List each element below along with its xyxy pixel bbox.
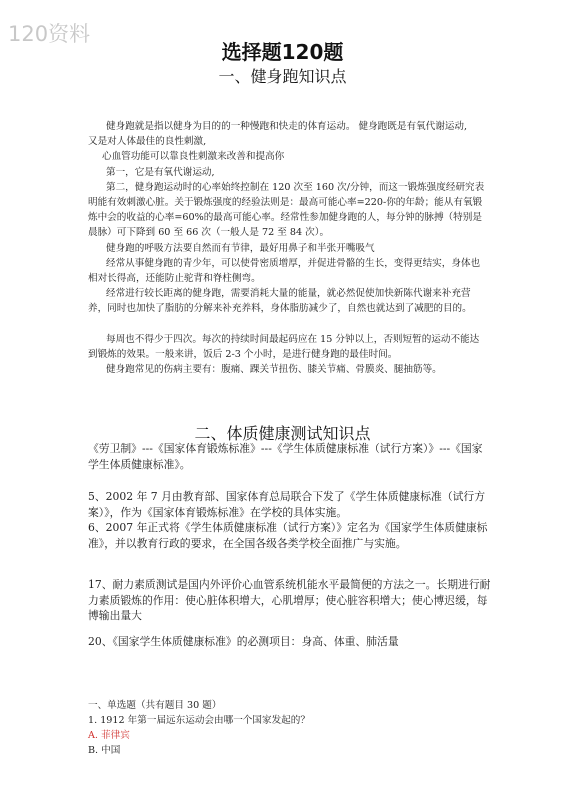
section2-paragraph: [88, 489, 493, 551]
paragraph: 第一，它是有氧代谢运动,: [106, 166, 215, 178]
section2-paragraph: [88, 577, 493, 624]
paragraph: 17、耐力素质测试是国内外评价心血管系统机能水平最简便的方法之一。长期进行耐力素质锻炼的作用：使心脏体积增大，心肌增厚；使心脏容积增大；使心博迟缓，每博输出量大: [88, 578, 491, 622]
paragraph: 经常从事健身跑的青少年，可以使骨密质增厚，并促进骨骼的生长，变得更结实，身体也相对长得高，还能防止驼背和脊柱侧弯。: [88, 257, 481, 285]
paragraph: 经常进行较长距离的健身跑，需要消耗大量的能量，就必然促使加快新陈代谢来补充营养，同时也加快了脂肪的分解来补充养料，身体脂肪减少了，自然也就达到了减肥的目的。: [88, 288, 472, 315]
paragraph: 6、2007 年正式将《学生体质健康标准（试行方案）》定名为《国家学生体质健康标准》，并以教育行政的要求，在全国各级各类学校全面推广与实施。: [88, 521, 488, 550]
section2-paragraph: [88, 441, 493, 472]
paragraph: 每周也不得少于四次。每次的持续时间最起码应在 15 分钟以上，否则短暂的运动不能达到锻炼的效果。一般来讲，饭后 2-3 个小时，是进行健身跑的最佳时间。: [88, 333, 480, 360]
paragraph: 第二，健身跑运动时的心率始终控制在 120 次至 160 次/分钟，而这一锻炼强度经研究表明能有效刺激心脏。关于锻炼强度的经验法则是：最高可能心率=220-你的年龄；能从有氧锻炼中会的收益的心率=60%的最高可能心率。经常性参加健身跑的人，每分钟的脉搏（特别是晨脉）可下降到 60 至 66 次（一般人是 72 至 84 次）。: [88, 181, 485, 239]
document-title: 选择题120题: [221, 40, 344, 64]
quiz-heading: 一、单选题（共有题目 30 题）: [88, 700, 222, 711]
paragraph: 20、《国家学生体质健康标准》的必测项目：身高、体重、肺活量: [88, 635, 399, 648]
watermark-logo: 120资料: [8, 22, 91, 46]
paragraph: 健身跑就是指以健身为目的的一种慢跑和快走的体育运动。 健身跑既是有氧代谢运动,: [106, 121, 468, 132]
paragraph: 5、2002 年 7 月由教育部、国家体育总局联合下发了《学生体质健康标准（试行方案）》，作为《国家体育锻炼标准》在学校的具体实施。: [88, 490, 486, 519]
section2-heading: 二、体质健康测试知识点: [194, 424, 371, 443]
quiz-question: 1. 1912 年第一届远东运动会由哪一个国家发起的？: [88, 715, 310, 726]
paragraph: 健身跑常见的伤病主要有：腹痛、踝关节扭伤、膝关节痛、骨膜炎、腿抽筋等。: [106, 364, 442, 376]
section2-paragraph: [88, 634, 493, 650]
paragraph: 心血管功能可以靠良性刺激来改善和提高你: [102, 151, 285, 163]
paragraph: 又是对人体最佳的良性刺激,: [88, 136, 207, 148]
section1-body: [88, 119, 488, 377]
quiz-section: [88, 698, 488, 758]
section1-heading: 一、健身跑知识点: [218, 67, 347, 86]
quiz-option-a: A. 菲律宾: [88, 730, 130, 741]
paragraph: 健身跑的呼吸方法要自然而有节律，最好用鼻子和半张开嘴吸气: [106, 242, 375, 254]
quiz-option-b: B. 中国: [88, 745, 121, 756]
paragraph: 《劳卫制》---《国家体育锻炼标准》---《学生体质健康标准（试行方案）》---《国家学生体质健康标准》。: [88, 442, 483, 471]
